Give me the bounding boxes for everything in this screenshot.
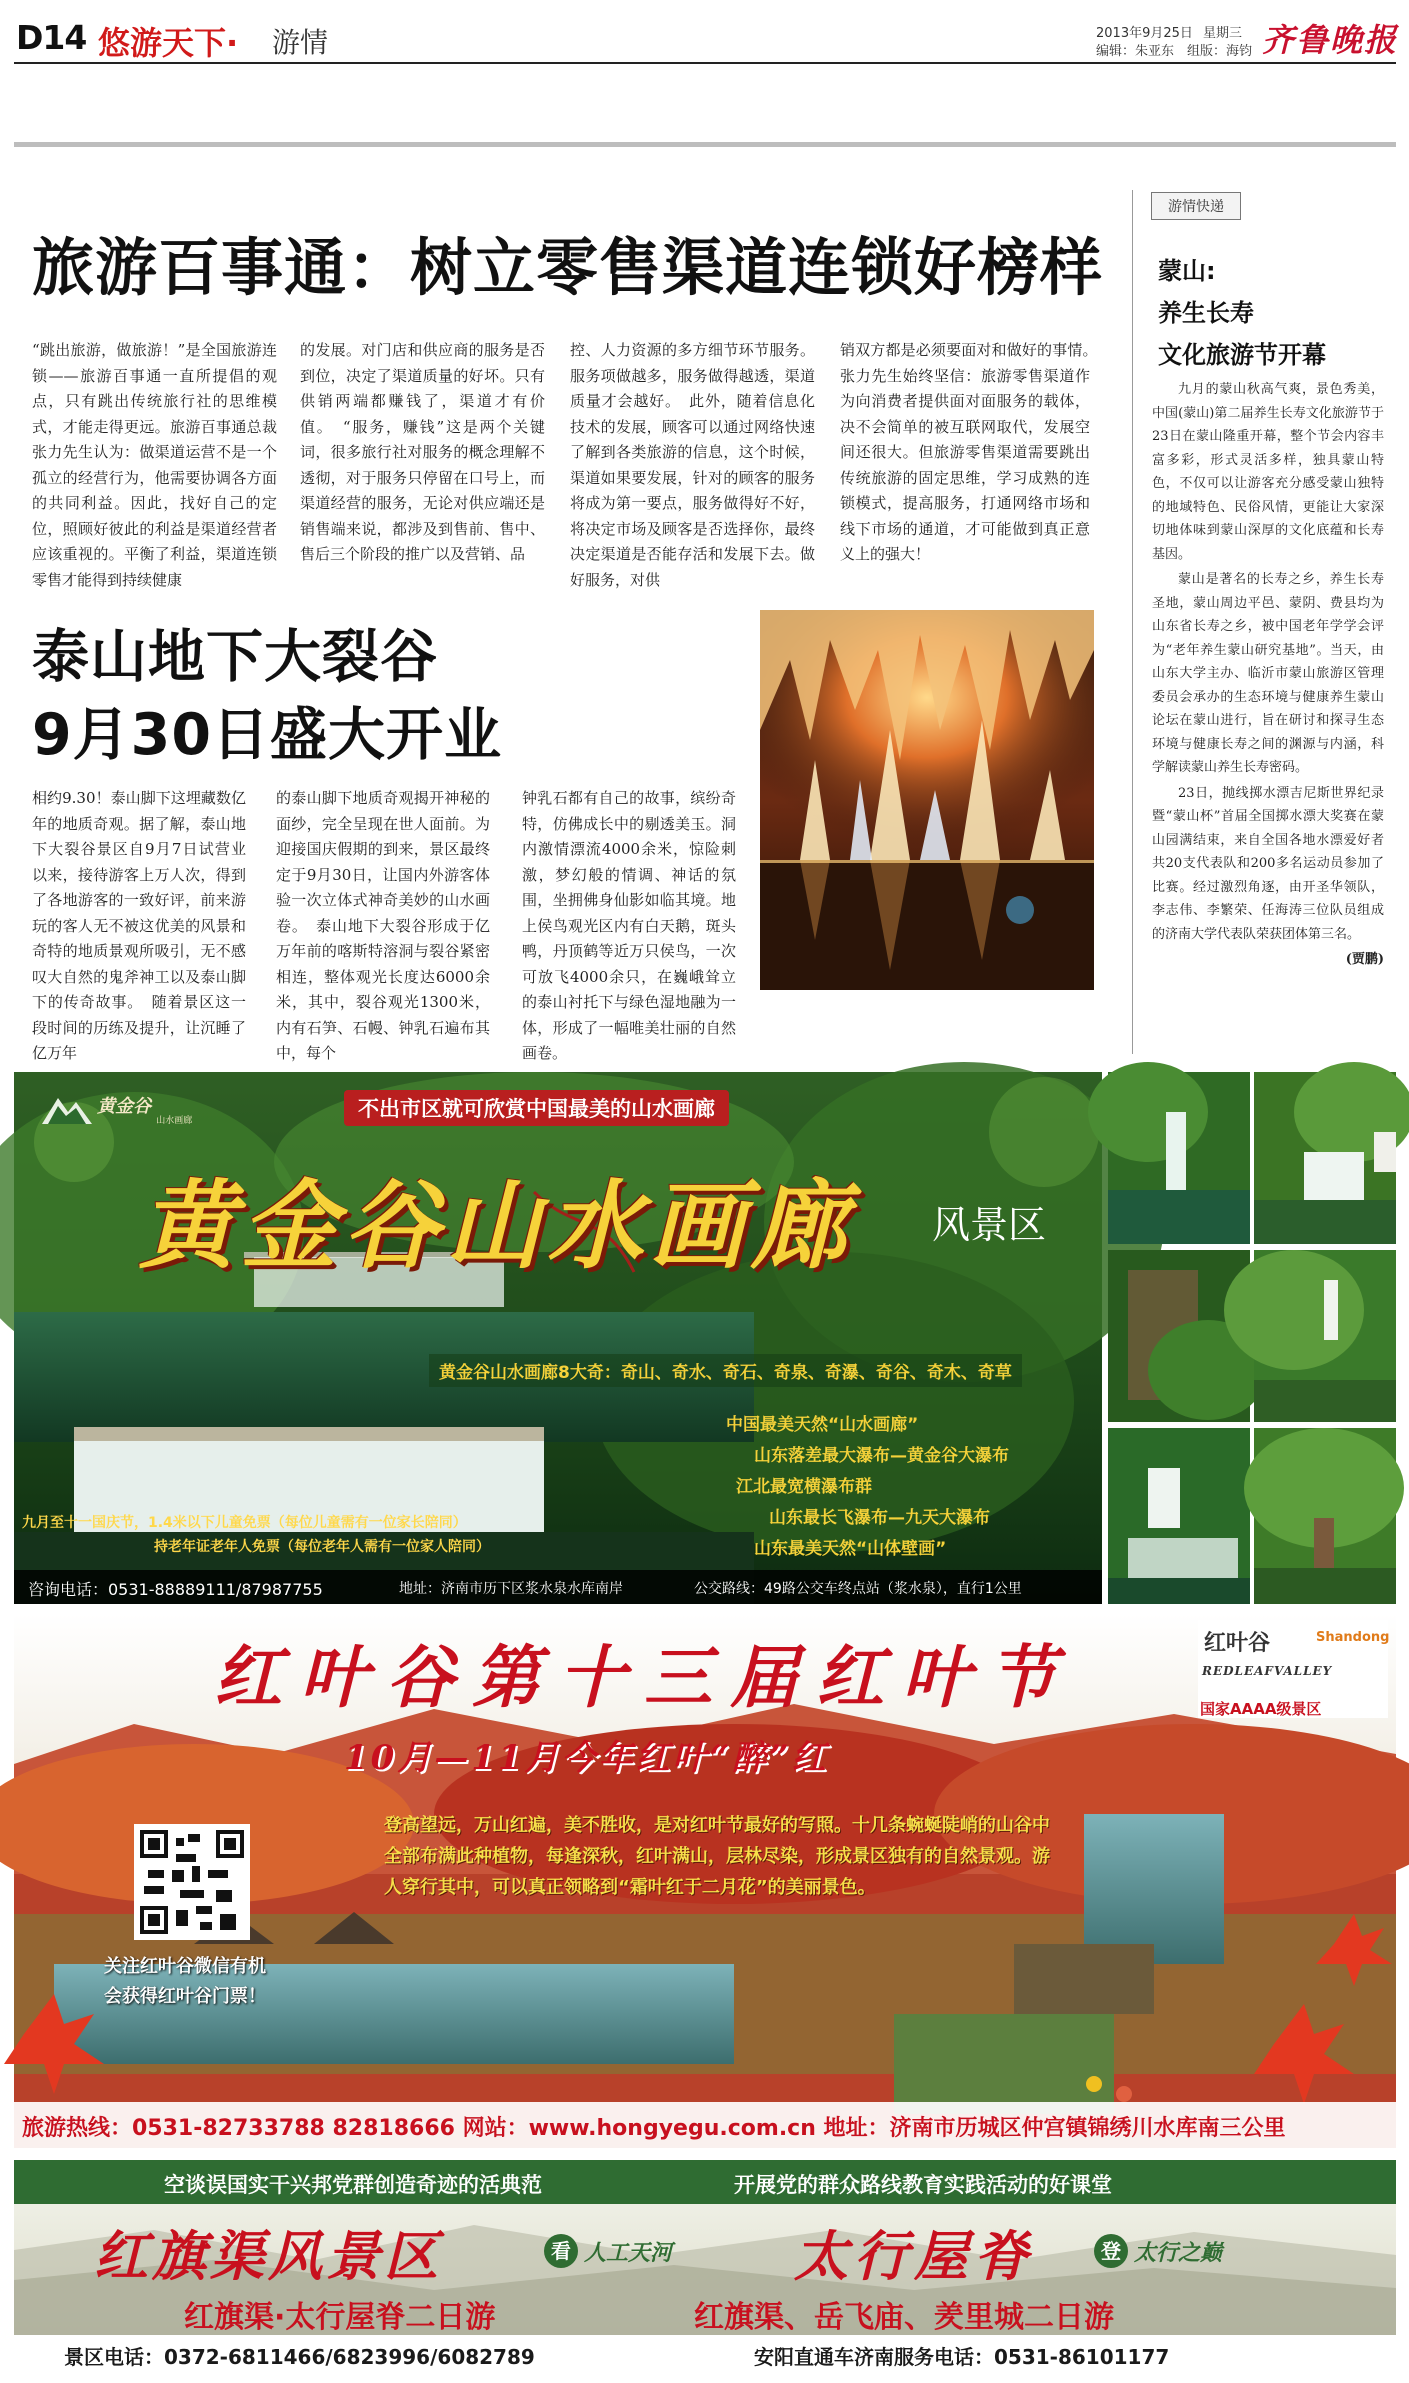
highlight-item: 山东最美天然“山体壁画” <box>754 1539 947 1559</box>
hongyegu-contact: 旅游热线：0531-82733788 82818666 网站：www.hongyegu.com.cn 地址：济南市历城区仲宫镇锦绣川水库南三公里 <box>22 2116 1286 2141</box>
huangjingu-title: 黄金谷山水画廊 <box>139 1169 853 1282</box>
cliff-photo <box>1108 1250 1250 1422</box>
waterfall-photo <box>1254 1072 1396 1244</box>
article2-column-3: 钟乳石都有自己的故事，缤纷奇特，仿佛成长中的剔透美玉。洞内激情漂流4000余米，惊险刺激，梦幻般的情调、神话的氛围，坐拥佛身仙影如临其境。地上侯鸟观光区内有白天鹅，斑头鸭，丹顶鹤等近万只侯鸟，一次可放飞4000余只，在巍峨耸立的泰山衬托下与绿色湿地融为一体，形成了一幅唯美壮丽的自然画卷。 <box>522 789 736 1062</box>
newspaper-masthead: 齐鲁晚报 <box>1262 21 1399 59</box>
huangjingu-bus-route: 公交路线：49路公交车终点站（浆水泉），直行1公里 <box>694 1581 1022 1597</box>
mountain-logo-icon <box>42 1092 92 1126</box>
page-header <box>0 0 1409 66</box>
badge-look: 看 <box>544 2234 578 2268</box>
sidebar-tag: 游情快递 <box>1151 192 1241 220</box>
hongqiqu-name: 红旗渠风景区 <box>94 2224 442 2288</box>
page-number: D14 <box>16 18 87 57</box>
hongqiqu-advert <box>14 2160 1396 2370</box>
highlight-item: 中国最美天然“山水画廊” <box>726 1415 919 1435</box>
hongyegu-subtitle: 10月—11月今年红叶“醉”红 <box>344 1738 829 1778</box>
waterfall-photo <box>1108 1428 1250 1604</box>
hongyegu-brand-en: REDLEAFVALLEY <box>1202 1664 1333 1678</box>
sidebar-byline: (贾鹏) <box>1345 952 1384 967</box>
hongyegu-title: 红叶谷第十三届红叶节 <box>214 1638 1075 1718</box>
huangjingu-advert <box>14 1072 1102 1604</box>
huangjingu-title-suffix: 风景区 <box>932 1203 1047 1247</box>
hongyegu-description: 登高望远，万山红遍，美不胜收，是对红叶节最好的写照。十几条蜿蜒陡峭的山谷中全部布满此种植物，每逢深秋，红叶满山，层林尽染，形成景区独有的自然景观。游人穿行其中，可以真正领略到“霜叶红于二月花”的美丽景色。 <box>384 1815 1050 1898</box>
sidebar-body <box>1152 378 1384 972</box>
sidebar-divider <box>1132 190 1133 1054</box>
article1-column-2: 的发展。对门店和供应商的服务是否到位，决定了渠道质量的好坏。只有供销两端都赚钱了，渠道才有价值。 “服务，赚钱”这是两个关键词，很多旅行社对服务的概念理解不透彻，对于服务只停留在口号上，而渠道经营的服务，无论对供应端还是销售端来说，都涉及到售前、售中、售后三个阶段的推广以及营销、品 <box>300 341 545 563</box>
logo-name: 黄金谷 <box>97 1096 152 1117</box>
huangjingu-promo-children: 九月至十一国庆节，1.4米以下儿童免票（每位儿童需有一位家长陪同） <box>22 1515 467 1531</box>
section-divider <box>14 142 1396 147</box>
forest-photo <box>1254 1428 1396 1604</box>
issue-weekday: 星期三 <box>1203 26 1243 41</box>
huangjingu-features: 黄金谷山水画廊8大奇：奇山、奇水、奇石、奇泉、奇瀑、奇谷、奇木、奇草 <box>429 1354 1022 1387</box>
hongqiqu-slogan-left: 空谈误国实干兴邦党群创造奇迹的活典范 <box>164 2173 542 2197</box>
huangjingu-phone: 咨询电话：0531-88889111/87987755 <box>28 1580 323 1599</box>
highlight-item: 山东最长飞瀑布—九天大瀑布 <box>769 1508 990 1528</box>
sidebar-headline <box>1158 250 1326 376</box>
article1-headline: 旅游百事通：树立零售渠道连锁好榜样 <box>32 231 1104 304</box>
logo-subtitle: 山水画廊 <box>156 1116 193 1126</box>
shandong-brand: Shandong <box>1316 1630 1390 1645</box>
huangjingu-photo-grid <box>1108 1072 1396 1604</box>
qr-code-icon <box>140 1830 244 1934</box>
article2-headline-line: 泰山地下大裂谷 <box>32 624 438 690</box>
article1-column-4: 销双方都是必须要面对和做好的事情。 张力先生始终坚信：旅游零售渠道作为向消费者提供面对面服务的载体，决不会简单的被互联网取代，发展空间还很大。但旅游零售渠道需要跳出传统旅游的固定思维，学习成熟的连锁模式，提高服务，打通网络市场和线下市场的通道，才可能做到真正意义上的强大！ <box>840 341 1106 563</box>
hongyegu-brand-name: 红叶谷 <box>1204 1630 1271 1656</box>
qr-code <box>134 1824 250 1940</box>
badge-look-text: 人工天河 <box>584 2240 673 2266</box>
article2-headline-line: 9月30日盛大开业 <box>32 702 502 768</box>
badge-climb: 登 <box>1094 2234 1128 2268</box>
hongyegu-rating: 国家AAAA级景区 <box>1200 1700 1322 1718</box>
header-divider <box>14 62 1396 64</box>
issue-date: 2013年9月25日 <box>1096 26 1193 41</box>
sidebar-paragraph: 23日，抛线掷水漂吉尼斯世界纪录暨“蒙山杯”首届全国掷水漂大奖赛在蒙山园满结束，来自全国各地水漂爱好者共20支代表队和200多名运动员参加了比赛。经过激烈角逐，由开圣华领队，李志伟、李繁荣、任海涛三位队员组成的济南大学代表队荣获团体第三名。 <box>1152 785 1384 942</box>
editor-credits: 编辑：朱亚东 组版：海钧 <box>1096 44 1253 59</box>
badge-climb-text: 太行之巅 <box>1134 2240 1223 2266</box>
route-two: 红旗渠、岳飞庙、羑里城二日游 <box>694 2300 1114 2335</box>
sidebar-headline-line: 蒙山: <box>1158 257 1216 285</box>
route-one: 红旗渠·太行屋脊二日游 <box>184 2300 496 2335</box>
sidebar-headline-line: 文化旅游节开幕 <box>1158 341 1326 369</box>
article2-headline <box>32 618 502 774</box>
section-title: 悠游天下· <box>98 24 239 62</box>
sidebar-headline-line: 养生长寿 <box>1158 299 1254 327</box>
huangjingu-promo-seniors: 持老年证老年人免票（每位老年人需有一位家人陪同） <box>154 1539 490 1555</box>
article2-column-1: 相约9.30！泰山脚下这埋藏数亿年的地质奇观。据了解，泰山地下大裂谷景区自9月7日试营业以来，接待游客上万人次，得到了各地游客的一致好评，前来游玩的客人无不被这优美的风景和奇特的地质景观所吸引，无不感叹大自然的鬼斧神工以及泰山脚下的传奇故事。 随着景区这一段时间的历练及提升，让沉睡了亿万年 <box>32 789 246 1062</box>
article2-column-2: 的泰山脚下地质奇观揭开神秘的面纱，完全呈现在世人面前。为迎接国庆假期的到来，景区最终定于9月30日，让国内外游客体验一次立体式神奇美妙的山水画卷。 泰山地下大裂谷形成于亿万年前的喀斯特溶洞与裂谷紧密相连，整体观光长度达6000余米，其中，裂谷观光1300米，内有石笋、石幔、钟乳石遍布其中，每个 <box>276 789 490 1062</box>
taihang-name: 太行屋脊 <box>794 2224 1034 2288</box>
huangjingu-contact-bar <box>14 1570 1102 1604</box>
highlight-item: 山东落差最大瀑布—黄金谷大瀑布 <box>754 1446 1009 1466</box>
huangjingu-address: 地址：济南市历下区浆水泉水库南岸 <box>399 1581 623 1597</box>
sidebar-paragraph: 蒙山是著名的长寿之乡，养生长寿圣地，蒙山周边平邑、蒙阴、费县均为山东省长寿之乡，被中国老年学学会评为“老年养生蒙山研究基地”。当天，由山东大学主办、临沂市蒙山旅游区管理委员会承办的生态环境与健康养生蒙山论坛在蒙山进行，旨在研讨和探寻生态环境与健康长寿之间的渊源与内涵，科学解读蒙山养生长寿密码。 <box>1152 572 1384 775</box>
wechat-promo-line: 关注红叶谷微信有机 <box>104 1956 266 1977</box>
article1-column-3: 控、人力资源的多方细节环节服务。服务项做越多，服务做得越透，渠道质量才会越好。 此外，随着信息化技术的发展，顾客可以通过网络快速了解到各类旅游的信息，这个时候，渠道如果要发展，针对的顾客的服务将成为第一要点，服务做得好不好，将决定市场及顾客是否选择你，最终决定渠道是否能存活和发展下去。做好服务，对供 <box>570 341 815 589</box>
waterfall-photo <box>1108 1072 1250 1244</box>
valley-photo <box>1254 1250 1396 1422</box>
huangjingu-logo <box>42 1092 192 1126</box>
huangjingu-highlights <box>714 1410 1009 1565</box>
cave-photo <box>760 610 1094 990</box>
article1-column-1: “跳出旅游，做旅游！”是全国旅游连锁——旅游百事通一直所提倡的观点，只有跳出传统旅行社的思维模式，才能走得更远。旅游百事通总裁张力先生认为：做渠道运营不是一个孤立的经营行为，他需要协调各方面的共同利益。因此，找好自己的定位，照顾好彼此的利益是渠道经营者应该重视的。平衡了利益，渠道连锁零售才能得到持续健康 <box>32 341 277 589</box>
wechat-promo-line: 会获得红叶谷门票！ <box>104 1986 266 2007</box>
hongqiqu-slogan-right: 开展党的群众路线教育实践活动的好课堂 <box>734 2173 1112 2197</box>
huangjingu-tagline: 不出市区就可欣赏中国最美的山水画廊 <box>344 1090 729 1126</box>
hongqiqu-phone: 景区电话：0372-6811466/6823996/6082789 <box>64 2345 535 2369</box>
hongyegu-wechat-promo <box>104 1952 266 2012</box>
sidebar-paragraph: 九月的蒙山秋高气爽，景色秀美，中国(蒙山)第二届养生长寿文化旅游节于23日在蒙山隆重开幕，整个节会内容丰富多彩，形式灵活多样，独具蒙山特色，不仅可以让游客充分感受蒙山独特的地域特色、民俗风情，更能让大家深切地体味到蒙山深厚的文化底蕴和长寿基因。 <box>1152 382 1384 562</box>
highlight-item: 江北最宽横瀑布群 <box>736 1477 872 1497</box>
section-subtitle: 游情 <box>272 26 329 59</box>
anyang-phone: 安阳直通车济南服务电话：0531-86101177 <box>754 2345 1170 2369</box>
hongyegu-advert <box>14 1614 1396 2148</box>
